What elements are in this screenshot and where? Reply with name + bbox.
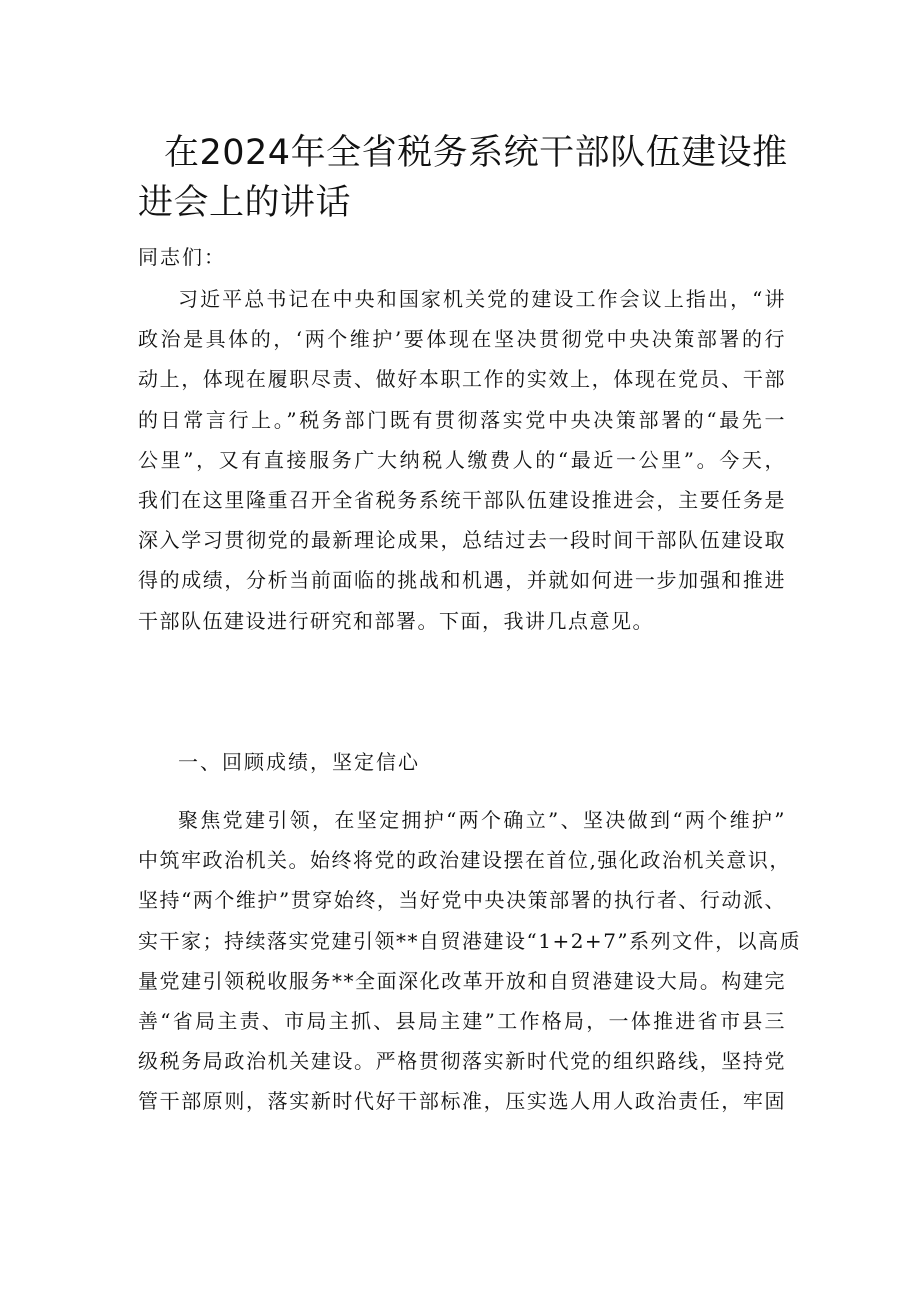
document-title: 在2024年全省税务系统干部队伍建设推进会上的讲话 — [138, 133, 788, 223]
paragraph-line: 聚焦党建引领，在坚定拥护“两个确立”、坚决做到“两个维护” — [178, 808, 786, 832]
paragraph-line: 级税务局政治机关建设。严格贯彻落实新时代党的组织路线，坚持党 — [138, 1049, 786, 1074]
paragraph-line: 得的成绩，分析当前面临的挑战和机遇，并就如何进一步加强和推进 — [138, 568, 786, 593]
paragraph-line: 习近平总书记在中央和国家机关党的建设工作会议上指出，“讲 — [178, 287, 786, 311]
greeting: 同志们： — [138, 245, 226, 269]
paragraph-intro — [138, 279, 786, 641]
paragraph-line: 的日常言行上。”税务部门既有贯彻落实党中央决策部署的“最先一 — [138, 407, 786, 432]
paragraph-line: 深入学习贯彻党的最新理论成果，总结过去一段时间干部队伍建设取 — [138, 528, 786, 553]
paragraph-line: 中筑牢政治机关。始终将党的政治建设摆在首位,强化政治机关意识， — [138, 848, 791, 873]
paragraph-line: 善“省局主责、市局主抓、县局主建”工作格局，一体推进省市县三 — [138, 1009, 786, 1034]
paragraph-line: 政治是具体的，‘两个维护’要体现在坚决贯彻党中央决策部署的行 — [138, 327, 786, 352]
paragraph-line: 公里”，又有直接服务广大纳税人缴费人的“最近一公里”。今天， — [138, 447, 786, 472]
paragraph-line: 我们在这里隆重召开全省税务系统干部队伍建设推进会，主要任务是 — [138, 488, 786, 513]
paragraph-line: 实干家；持续落实党建引领**自贸港建设“1+2+7”系列文件，以高质 — [138, 928, 802, 953]
paragraph-line: 坚持“两个维护”贯穿始终，当好党中央决策部署的执行者、行动派、 — [138, 888, 786, 913]
paragraph-line: 动上，体现在履职尽责、做好本职工作的实效上，体现在党员、干部 — [138, 367, 786, 392]
paragraph-line: 干部队伍建设进行研究和部署。下面，我讲几点意见。 — [138, 608, 654, 633]
paragraph-line: 管干部原则，落实新时代好干部标准，压实选人用人政治责任，牢固 — [138, 1089, 786, 1114]
paragraph-section1 — [138, 800, 802, 1122]
paragraph-line: 量党建引领税收服务**全面深化改革开放和自贸港建设大局。构建完 — [138, 968, 786, 993]
section-heading: 一、回顾成绩，坚定信心 — [178, 750, 420, 774]
